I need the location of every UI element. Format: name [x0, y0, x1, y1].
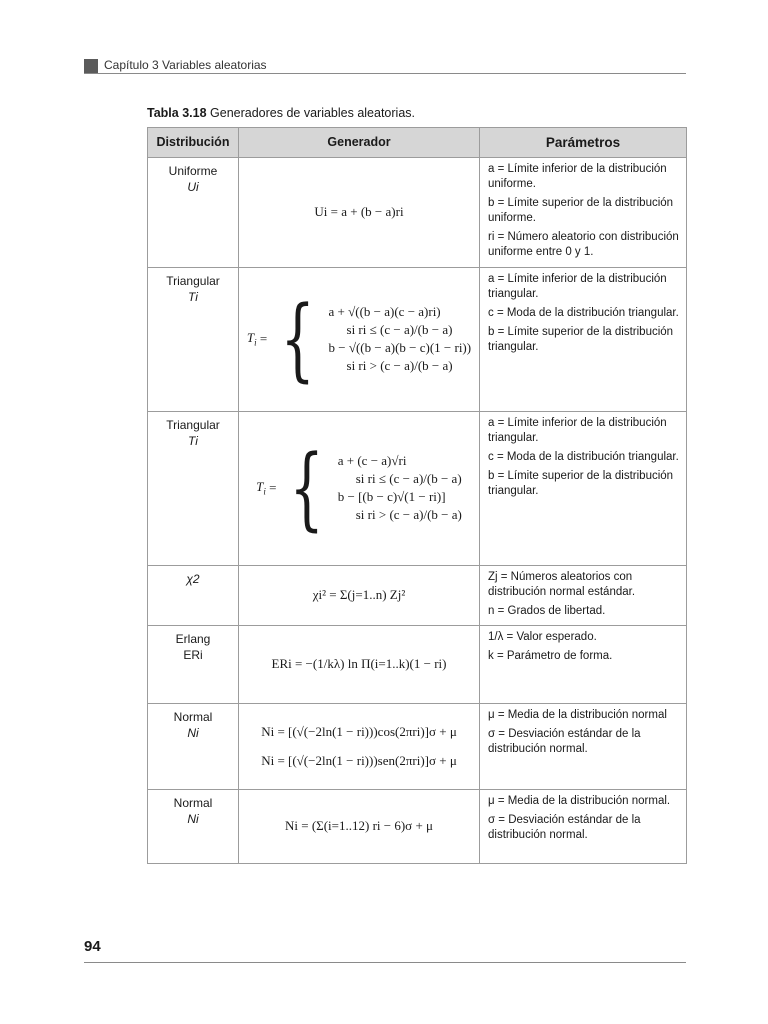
params-cell: [480, 158, 687, 268]
generator-formula: ERi = −(1/kλ) ln Π(i=1..k)(1 − ri): [271, 656, 447, 672]
formula-line: a + (c − a)√ri: [337, 453, 407, 469]
header-parametros: Parámetros: [480, 128, 687, 158]
header-generador: Generador: [239, 128, 480, 158]
table-row: [148, 704, 687, 790]
distribution-cell: [148, 790, 239, 864]
distribution-cell: [148, 412, 239, 566]
table-header-row: [148, 128, 687, 158]
formula-line: si ri ≤ (c − a)/(b − a): [346, 322, 453, 338]
distribution-cell: [148, 704, 239, 790]
param-item: b = Límite superior de la distribución triangular.: [488, 325, 674, 353]
formula-line: si ri > (c − a)/(b − a): [346, 357, 453, 373]
table-row: [148, 626, 687, 704]
distribution-name: Erlang: [175, 632, 211, 646]
generator-formula: χi² = Σ(j=1..n) Zj²: [312, 587, 406, 603]
table-row: [148, 268, 687, 412]
footer-rule: [84, 962, 686, 963]
formula-line: a + √((b − a)(c − a)ri): [328, 304, 441, 320]
generator-cell: [239, 412, 480, 566]
param-item: 1/λ = Valor esperado.: [488, 631, 597, 643]
header-distribucion: Distribución: [148, 128, 239, 158]
formula-line: b − √((b − a)(b − c)(1 − ri)): [328, 340, 472, 355]
distribution-cell: [148, 158, 239, 268]
brace-icon: {: [280, 286, 316, 392]
params-cell: [480, 790, 687, 864]
distribution-name: Uniforme: [168, 164, 218, 178]
caption-label: Tabla 3.18: [147, 106, 207, 120]
generators-table: [147, 127, 687, 864]
generator-cell: [239, 268, 480, 412]
table-row: [148, 412, 687, 566]
piecewise-formula: $T_i$ = { a + √((b − a)(c − a)ri) si ri ≤ (c − a)/(b − a) b − √((b − a)(b − c)(1 − ri)) si ri > (c − a)/(b − a): [246, 286, 472, 392]
distribution-cell: [148, 566, 239, 626]
param-item: Zj = Números aleatorios con distribución normal estándar.: [488, 571, 636, 598]
formula-line: Ni = [(√(−2ln(1 − ri)))cos(2πri)]σ + μ: [261, 723, 457, 739]
param-item: k = Parámetro de forma.: [488, 649, 613, 662]
distribution-symbol: Ni: [187, 811, 199, 826]
param-item: ri = Número aleatorio con distribución uniforme entre 0 y 1.: [488, 230, 679, 258]
table-caption: [147, 106, 415, 120]
param-item: a = Límite inferior de la distribución triangular.: [488, 417, 667, 444]
generator-cell: [239, 626, 480, 704]
params-cell: [480, 412, 687, 566]
params-cell: [480, 268, 687, 412]
params-cell: [480, 566, 687, 626]
generator-cell: [239, 158, 480, 268]
distribution-symbol: Ui: [187, 179, 199, 194]
formula-line: si ri ≤ (c − a)/(b − a): [355, 471, 462, 487]
param-item: σ = Desviación estándar de la distribución normal.: [488, 813, 641, 841]
generator-cell: [239, 566, 480, 626]
brace-icon: {: [289, 435, 325, 541]
table-row: [148, 790, 687, 864]
generator-cell: [239, 704, 480, 790]
param-item: n = Grados de libertad.: [488, 604, 606, 617]
param-item: c = Moda de la distribución triangular.: [488, 450, 679, 463]
distribution-symbol: Ti: [188, 289, 198, 304]
params-cell: [480, 626, 687, 704]
param-item: a = Límite inferior de la distribución triangular.: [488, 273, 667, 300]
distribution-name: χ2: [186, 572, 200, 586]
page-number: 94: [84, 938, 101, 955]
param-item: μ = Media de la distribución normal: [488, 709, 667, 721]
header-rule: [84, 73, 686, 74]
header-marker: [84, 59, 98, 73]
running-header: Capítulo 3 Variables aleatorias: [104, 58, 267, 72]
generator-formula: Ni = (Σ(i=1..12) ri − 6)σ + μ: [285, 818, 433, 834]
table-row: [148, 566, 687, 626]
generator-formula: Ui = a + (b − a)ri: [314, 204, 404, 220]
table-row: [148, 158, 687, 268]
param-item: σ = Desviación estándar de la distribución normal.: [488, 727, 641, 755]
param-item: μ = Media de la distribución normal.: [488, 795, 671, 807]
piecewise-formula: $T_i$ = { a + (c − a)√ri si ri ≤ (c − a)/(b − a) b − [(b − c)√(1 − ri)] si ri > (c − a)/(b − a): [256, 435, 462, 541]
param-item: b = Límite superior de la distribución uniforme.: [488, 196, 674, 224]
caption-text: Generadores de variables aleatorias.: [210, 106, 415, 120]
formula-line: si ri > (c − a)/(b − a): [355, 506, 462, 522]
param-item: a = Límite inferior de la distribución uniforme.: [488, 163, 667, 190]
distribution-symbol: Ni: [187, 725, 199, 740]
distribution-name: Triangular: [166, 274, 220, 288]
formula-line: Ni = [(√(−2ln(1 − ri)))sen(2πri)]σ + μ: [261, 752, 457, 768]
generator-cell: [239, 790, 480, 864]
distribution-name: Normal: [173, 796, 213, 810]
distribution-symbol: ERi: [183, 647, 203, 662]
distribution-cell: [148, 626, 239, 704]
distribution-name: Triangular: [166, 418, 220, 432]
param-item: b = Límite superior de la distribución triangular.: [488, 469, 674, 497]
formula-line: b − [(b − c)√(1 − ri)]: [337, 489, 446, 504]
param-item: c = Moda de la distribución triangular.: [488, 306, 679, 319]
params-cell: [480, 704, 687, 790]
distribution-cell: [148, 268, 239, 412]
distribution-symbol: Ti: [188, 433, 198, 448]
distribution-name: Normal: [173, 710, 213, 724]
